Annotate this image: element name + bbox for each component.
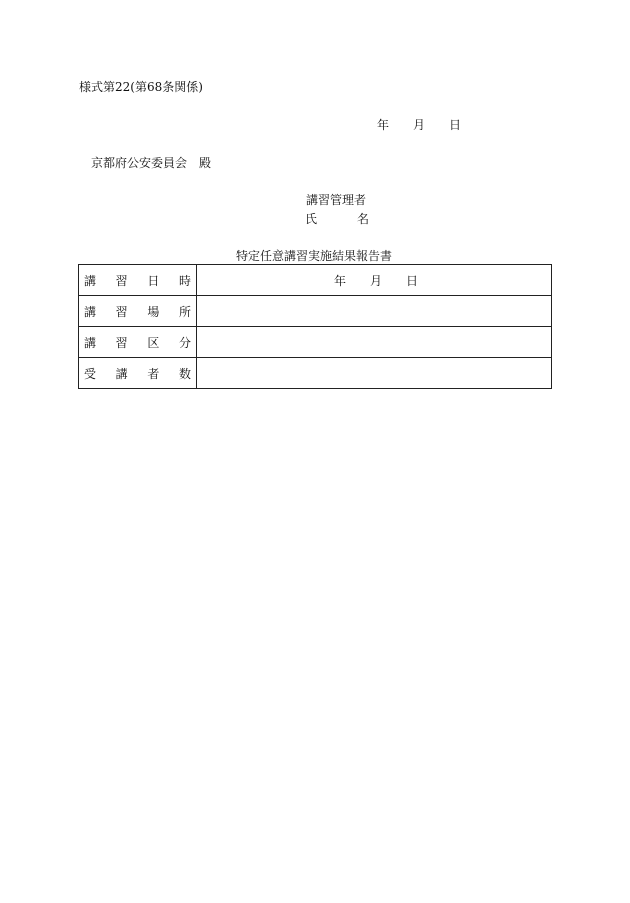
form-number: 様式第22(第68条関係) [79,80,203,94]
row-label-attendee-count [79,358,197,389]
label-char: 講 [84,335,97,350]
row-label-lecture-datetime [79,265,197,296]
lecture-datetime-field[interactable] [197,265,552,296]
label-char: 時 [178,273,191,288]
label-char: 習 [115,304,128,319]
label-char: 習 [115,273,128,288]
attendee-count-field[interactable] [197,358,552,389]
manager-title: 講習管理者 [306,193,367,207]
table-row [79,327,552,358]
label-char: 数 [178,366,191,381]
label-char: 日 [147,273,160,288]
submission-date [377,118,461,132]
label-char: 所 [178,304,191,319]
name-label-second: 名 [357,212,370,226]
date-month: 月 [413,118,426,132]
table-row [79,265,552,296]
table-row [79,358,552,389]
addressee: 京都府公安委員会 殿 [91,156,212,170]
label-char: 区 [147,335,160,350]
label-char: 者 [147,366,160,381]
lecture-place-field[interactable] [197,296,552,327]
date-year: 年 [377,118,390,132]
label-char: 場 [147,304,160,319]
label-char: 講 [84,304,97,319]
label-char: 講 [115,366,128,381]
label-char: 講 [84,273,97,288]
label-char: 分 [178,335,191,350]
name-label-first: 氏 [305,212,318,226]
report-table [78,264,552,389]
report-title: 特定任意講習実施結果報告書 [236,249,393,263]
date-day: 日 [449,118,462,132]
row-label-lecture-category [79,327,197,358]
manager-name-label [305,212,369,226]
label-char: 受 [84,366,97,381]
row-label-lecture-place [79,296,197,327]
field-day: 日 [406,273,419,288]
lecture-category-field[interactable] [197,327,552,358]
label-char: 習 [115,335,128,350]
table-row [79,296,552,327]
field-year: 年 [334,273,347,288]
field-month: 月 [370,273,383,288]
